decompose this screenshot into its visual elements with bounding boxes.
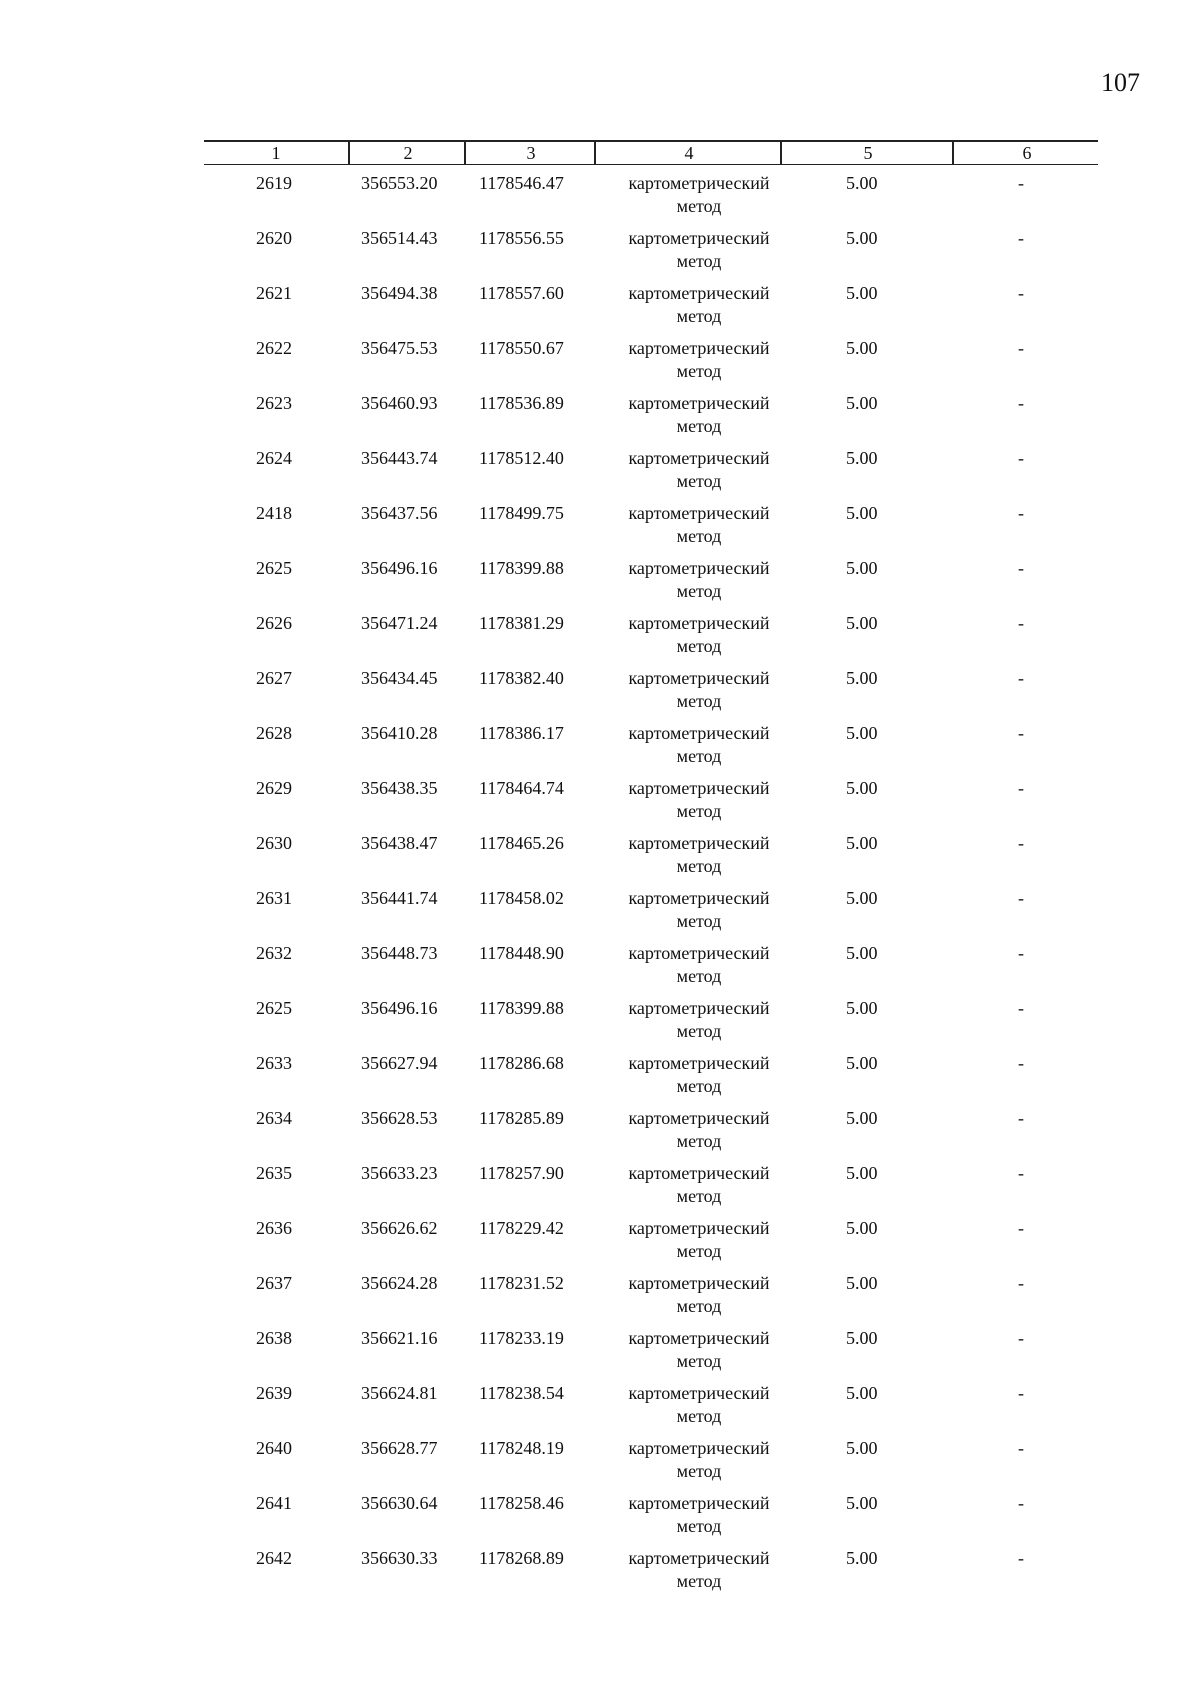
table-row	[204, 612, 1098, 667]
coord-x: 356471.24	[361, 613, 438, 633]
accuracy-value: 5.00	[846, 393, 878, 413]
coord-y: 1178386.17	[479, 723, 564, 743]
note-value: -	[1018, 723, 1024, 743]
point-number: 2631	[256, 888, 292, 908]
coord-x: 356624.81	[361, 1383, 438, 1403]
table-row	[204, 282, 1098, 337]
table-row	[204, 997, 1098, 1052]
method-line-2: метод	[676, 1021, 722, 1041]
coord-y: 1178258.46	[479, 1493, 564, 1513]
method-line-1: картометрический	[628, 1493, 770, 1513]
point-number: 2629	[256, 778, 292, 798]
method-cell	[604, 997, 794, 1043]
coord-y: 1178458.02	[479, 888, 564, 908]
header-col-5: 5	[780, 142, 954, 164]
note-value: -	[1018, 448, 1024, 468]
method-cell	[604, 667, 794, 713]
accuracy-value: 5.00	[846, 558, 878, 578]
coord-x: 356441.74	[361, 888, 438, 908]
point-number: 2418	[256, 503, 292, 523]
table-row	[204, 1327, 1098, 1382]
coord-x: 356494.38	[361, 283, 438, 303]
method-line-1: картометрический	[628, 228, 770, 248]
coord-x: 356514.43	[361, 228, 438, 248]
method-line-1: картометрический	[628, 1108, 770, 1128]
method-line-2: метод	[676, 636, 722, 656]
accuracy-value: 5.00	[846, 1163, 878, 1183]
coord-y: 1178536.89	[479, 393, 564, 413]
method-line-1: картометрический	[628, 448, 770, 468]
page-number: 107	[1101, 68, 1140, 97]
coord-y: 1178556.55	[479, 228, 564, 248]
accuracy-value: 5.00	[846, 943, 878, 963]
method-cell	[604, 612, 794, 658]
method-line-1: картометрический	[628, 558, 770, 578]
method-line-2: метод	[676, 1131, 722, 1151]
table-row	[204, 1162, 1098, 1217]
method-cell	[604, 777, 794, 823]
accuracy-value: 5.00	[846, 998, 878, 1018]
accuracy-value: 5.00	[846, 1383, 878, 1403]
method-line-2: метод	[676, 1516, 722, 1536]
note-value: -	[1018, 1438, 1024, 1458]
method-line-1: картометрический	[628, 778, 770, 798]
accuracy-value: 5.00	[846, 1548, 878, 1568]
point-number: 2632	[256, 943, 292, 963]
note-value: -	[1018, 228, 1024, 248]
method-line-2: метод	[676, 1076, 722, 1096]
point-number: 2639	[256, 1383, 292, 1403]
accuracy-value: 5.00	[846, 723, 878, 743]
method-line-2: метод	[676, 966, 722, 986]
coord-y: 1178231.52	[479, 1273, 564, 1293]
method-cell	[604, 227, 794, 273]
coord-y: 1178248.19	[479, 1438, 564, 1458]
coord-x: 356628.53	[361, 1108, 438, 1128]
coord-x: 356624.28	[361, 1273, 438, 1293]
accuracy-value: 5.00	[846, 228, 878, 248]
header-col-1: 1	[271, 143, 281, 163]
method-line-2: метод	[676, 911, 722, 931]
method-cell	[604, 722, 794, 768]
method-line-1: картометрический	[628, 723, 770, 743]
header-col-4: 4	[594, 142, 782, 164]
coord-y: 1178257.90	[479, 1163, 564, 1183]
coord-x: 356438.47	[361, 833, 438, 853]
method-cell	[604, 282, 794, 328]
note-value: -	[1018, 1273, 1024, 1293]
note-value: -	[1018, 998, 1024, 1018]
table-row	[204, 722, 1098, 777]
coord-y: 1178546.47	[479, 173, 564, 193]
method-line-1: картометрический	[628, 1383, 770, 1403]
method-line-2: метод	[676, 746, 722, 766]
method-line-2: метод	[676, 196, 722, 216]
coord-y: 1178238.54	[479, 1383, 564, 1403]
method-line-2: метод	[676, 526, 722, 546]
method-line-1: картометрический	[628, 1438, 770, 1458]
coord-y: 1178233.19	[479, 1328, 564, 1348]
method-line-2: метод	[676, 691, 722, 711]
accuracy-value: 5.00	[846, 1438, 878, 1458]
coord-y: 1178382.40	[479, 668, 564, 688]
coord-y: 1178464.74	[479, 778, 564, 798]
coord-x: 356496.16	[361, 998, 438, 1018]
method-cell	[604, 1272, 794, 1318]
method-line-1: картометрический	[628, 503, 770, 523]
method-line-1: картометрический	[628, 888, 770, 908]
coord-x: 356630.64	[361, 1493, 438, 1513]
point-number: 2640	[256, 1438, 292, 1458]
table-row	[204, 337, 1098, 392]
method-line-1: картометрический	[628, 943, 770, 963]
accuracy-value: 5.00	[846, 668, 878, 688]
coord-x: 356475.53	[361, 338, 438, 358]
accuracy-value: 5.00	[846, 1218, 878, 1238]
note-value: -	[1018, 1218, 1024, 1238]
method-line-1: картометрический	[628, 1328, 770, 1348]
point-number: 2620	[256, 228, 292, 248]
coord-y: 1178381.29	[479, 613, 564, 633]
table-row	[204, 1382, 1098, 1437]
coord-x: 356633.23	[361, 1163, 438, 1183]
accuracy-value: 5.00	[846, 448, 878, 468]
table-row	[204, 1217, 1098, 1272]
note-value: -	[1018, 1328, 1024, 1348]
coord-x: 356496.16	[361, 558, 438, 578]
table-row	[204, 557, 1098, 612]
note-value: -	[1018, 393, 1024, 413]
point-number: 2627	[256, 668, 292, 688]
coord-x: 356434.45	[361, 668, 438, 688]
coord-x: 356410.28	[361, 723, 438, 743]
method-line-2: метод	[676, 1296, 722, 1316]
note-value: -	[1018, 338, 1024, 358]
accuracy-value: 5.00	[846, 888, 878, 908]
point-number: 2621	[256, 283, 292, 303]
note-value: -	[1018, 613, 1024, 633]
accuracy-value: 5.00	[846, 173, 878, 193]
method-line-1: картометрический	[628, 283, 770, 303]
method-line-2: метод	[676, 1241, 722, 1261]
coord-y: 1178512.40	[479, 448, 564, 468]
table-row	[204, 942, 1098, 997]
method-line-1: картометрический	[628, 1218, 770, 1238]
note-value: -	[1018, 1053, 1024, 1073]
table-row	[204, 227, 1098, 282]
method-cell	[604, 1107, 794, 1153]
method-line-2: метод	[676, 416, 722, 436]
table-row	[204, 172, 1098, 227]
method-line-1: картометрический	[628, 173, 770, 193]
method-line-1: картометрический	[628, 613, 770, 633]
note-value: -	[1018, 1163, 1024, 1183]
accuracy-value: 5.00	[846, 503, 878, 523]
coord-y: 1178399.88	[479, 998, 564, 1018]
table-row	[204, 392, 1098, 447]
header-col-2: 2	[348, 142, 466, 164]
coord-y: 1178286.68	[479, 1053, 564, 1073]
coord-y: 1178229.42	[479, 1218, 564, 1238]
point-number: 2622	[256, 338, 292, 358]
coord-x: 356626.62	[361, 1218, 438, 1238]
method-cell	[604, 502, 794, 548]
note-value: -	[1018, 778, 1024, 798]
method-line-2: метод	[676, 1186, 722, 1206]
coord-x: 356437.56	[361, 503, 438, 523]
method-cell	[604, 942, 794, 988]
method-line-2: метод	[676, 1571, 722, 1591]
coord-x: 356553.20	[361, 173, 438, 193]
method-cell	[604, 392, 794, 438]
method-line-2: метод	[676, 1406, 722, 1426]
point-number: 2626	[256, 613, 292, 633]
point-number: 2635	[256, 1163, 292, 1183]
method-cell	[604, 557, 794, 603]
method-cell	[604, 1052, 794, 1098]
method-cell	[604, 887, 794, 933]
point-number: 2625	[256, 998, 292, 1018]
coord-y: 1178550.67	[479, 338, 564, 358]
method-line-2: метод	[676, 361, 722, 381]
method-cell	[604, 1217, 794, 1263]
method-cell	[604, 172, 794, 218]
note-value: -	[1018, 173, 1024, 193]
table-header	[204, 140, 1098, 165]
table-row	[204, 887, 1098, 942]
accuracy-value: 5.00	[846, 833, 878, 853]
coord-x: 356443.74	[361, 448, 438, 468]
note-value: -	[1018, 943, 1024, 963]
method-line-1: картометрический	[628, 1273, 770, 1293]
accuracy-value: 5.00	[846, 1493, 878, 1513]
coord-x: 356627.94	[361, 1053, 438, 1073]
coord-y: 1178399.88	[479, 558, 564, 578]
point-number: 2637	[256, 1273, 292, 1293]
method-cell	[604, 1327, 794, 1373]
table-row	[204, 502, 1098, 557]
coord-y: 1178557.60	[479, 283, 564, 303]
accuracy-value: 5.00	[846, 1273, 878, 1293]
note-value: -	[1018, 503, 1024, 523]
table-row	[204, 447, 1098, 502]
method-line-2: метод	[676, 1461, 722, 1481]
point-number: 2625	[256, 558, 292, 578]
method-line-2: метод	[676, 1351, 722, 1371]
coord-x: 356630.33	[361, 1548, 438, 1568]
point-number: 2624	[256, 448, 292, 468]
note-value: -	[1018, 668, 1024, 688]
accuracy-value: 5.00	[846, 1328, 878, 1348]
method-cell	[604, 1492, 794, 1538]
table-row	[204, 1272, 1098, 1327]
accuracy-value: 5.00	[846, 778, 878, 798]
method-line-2: метод	[676, 581, 722, 601]
method-cell	[604, 447, 794, 493]
method-line-2: метод	[676, 306, 722, 326]
coord-y: 1178285.89	[479, 1108, 564, 1128]
point-number: 2638	[256, 1328, 292, 1348]
method-line-1: картометрический	[628, 1548, 770, 1568]
accuracy-value: 5.00	[846, 1108, 878, 1128]
method-cell	[604, 832, 794, 878]
coord-x: 356628.77	[361, 1438, 438, 1458]
coord-y: 1178268.89	[479, 1548, 564, 1568]
note-value: -	[1018, 558, 1024, 578]
table-row	[204, 1107, 1098, 1162]
method-cell	[604, 1162, 794, 1208]
method-line-1: картометрический	[628, 998, 770, 1018]
point-number: 2642	[256, 1548, 292, 1568]
note-value: -	[1018, 1383, 1024, 1403]
table-row	[204, 1547, 1098, 1602]
header-col-6: 6	[952, 142, 1100, 164]
method-line-1: картометрический	[628, 668, 770, 688]
table-row	[204, 1052, 1098, 1107]
coord-y: 1178448.90	[479, 943, 564, 963]
point-number: 2630	[256, 833, 292, 853]
point-number: 2623	[256, 393, 292, 413]
table-row	[204, 667, 1098, 722]
coord-x: 356621.16	[361, 1328, 438, 1348]
table-row	[204, 777, 1098, 832]
method-line-1: картометрический	[628, 833, 770, 853]
note-value: -	[1018, 833, 1024, 853]
note-value: -	[1018, 283, 1024, 303]
method-cell	[604, 1547, 794, 1593]
accuracy-value: 5.00	[846, 338, 878, 358]
coord-x: 356460.93	[361, 393, 438, 413]
note-value: -	[1018, 1548, 1024, 1568]
method-line-1: картометрический	[628, 393, 770, 413]
point-number: 2619	[256, 173, 292, 193]
note-value: -	[1018, 1108, 1024, 1128]
header-col-3: 3	[464, 142, 596, 164]
method-cell	[604, 1437, 794, 1483]
method-line-1: картометрический	[628, 338, 770, 358]
coord-y: 1178465.26	[479, 833, 564, 853]
table-row	[204, 1492, 1098, 1547]
method-line-1: картометрический	[628, 1053, 770, 1073]
note-value: -	[1018, 1493, 1024, 1513]
coord-y: 1178499.75	[479, 503, 564, 523]
point-number: 2628	[256, 723, 292, 743]
point-number: 2636	[256, 1218, 292, 1238]
table-row	[204, 1437, 1098, 1492]
method-line-2: метод	[676, 251, 722, 271]
accuracy-value: 5.00	[846, 1053, 878, 1073]
point-number: 2641	[256, 1493, 292, 1513]
table-row	[204, 832, 1098, 887]
coord-x: 356448.73	[361, 943, 438, 963]
coord-x: 356438.35	[361, 778, 438, 798]
accuracy-value: 5.00	[846, 283, 878, 303]
method-line-2: метод	[676, 801, 722, 821]
method-line-2: метод	[676, 471, 722, 491]
method-line-2: метод	[676, 856, 722, 876]
accuracy-value: 5.00	[846, 613, 878, 633]
method-line-1: картометрический	[628, 1163, 770, 1183]
note-value: -	[1018, 888, 1024, 908]
method-cell	[604, 1382, 794, 1428]
point-number: 2633	[256, 1053, 292, 1073]
method-cell	[604, 337, 794, 383]
point-number: 2634	[256, 1108, 292, 1128]
